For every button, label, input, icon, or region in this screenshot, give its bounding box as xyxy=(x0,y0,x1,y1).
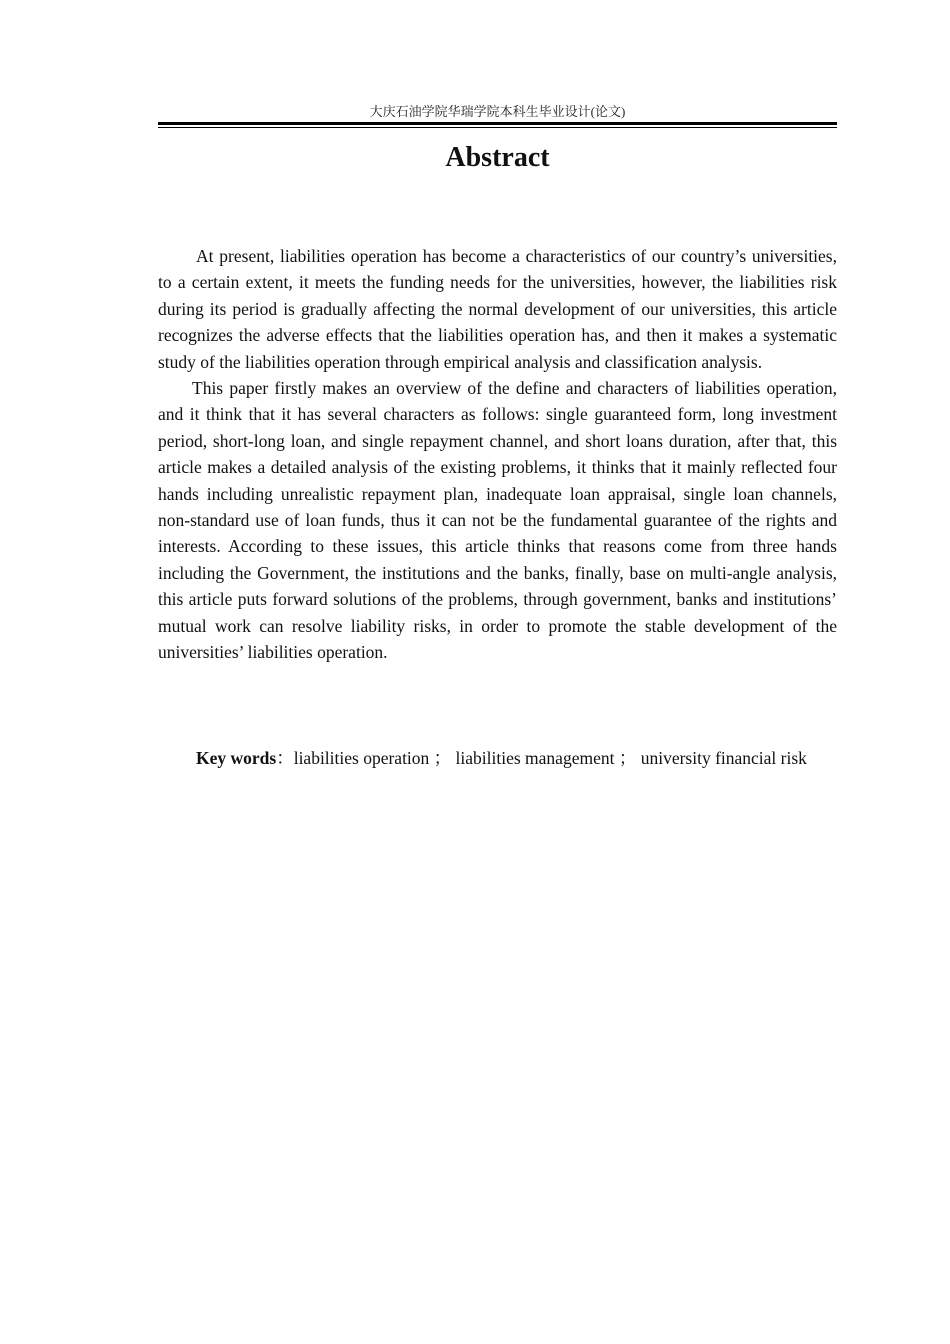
abstract-paragraph: This paper firstly makes an overview of the define and characters of liabilities operation, and it think that it has several characters as follows: single guaranteed form, long investment period, short-long loan, and single repayment channel, and short loans duration, after that, this article makes a detailed analysis of the existing problems, it thinks that it mainly reflected four hands including unrealistic repayment plan, inadequate loan appraisal, single loan channels, non-standard use of loan funds, thus it can not be the fundamental guarantee of the rights and interests. According to these issues, this article thinks that reasons come from three hands including the Government, the institutions and the banks, finally, base on multi-angle analysis, this article puts forward solutions of the problems, through government, banks and institutions’ mutual work can resolve liability risks, in order to promote the stable development of the universities’ liabilities operation. xyxy=(158,378,837,663)
abstract-body xyxy=(158,243,837,666)
keywords-text: liabilities operation ； liabilities management ； university financial risk xyxy=(293,748,807,768)
header-rule-thin xyxy=(158,127,837,128)
keywords-label: Key words xyxy=(196,748,277,768)
header-rule-thick xyxy=(158,122,837,125)
page-title: Abstract xyxy=(445,142,550,173)
abstract-paragraph: At present, liabilities operation has become a characteristics of our country’s universities, to a certain extent, it meets the funding needs for the universities, however, the liabilities risk during its period is gradually affecting the normal development of our universities, this article recognizes the adverse effects that the liabilities operation has, and then it makes a systematic study of the liabilities operation through empirical analysis and classification analysis. xyxy=(158,246,837,372)
keywords-line xyxy=(158,745,837,771)
running-header: 大庆石油学院华瑞学院本科生毕业设计(论文) xyxy=(369,104,626,119)
keywords-separator: ： xyxy=(276,748,294,768)
